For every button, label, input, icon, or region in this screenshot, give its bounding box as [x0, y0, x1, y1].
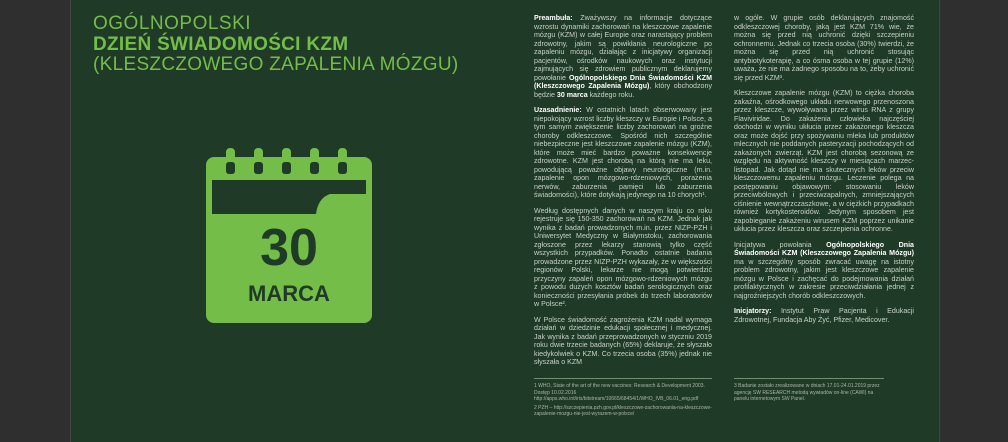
- awareness-paragraph: W Polsce świadomość zagrożenia KZM nadal wymaga działań w dziedzinie edukacji społecznej i medycznej. Jak wynika z badań przeprowadzonych w styczniu 2019 roku dwie trzecie badanych (65%) deklaruje, że słyszało kiedykolwiek o KZM. Co trzecia osoba (35%) jednak nie słyszała o KZM: [534, 315, 712, 366]
- calendar-day: 30: [260, 219, 318, 277]
- calendar-icon: [206, 148, 376, 328]
- title-line-2: DZIEŃ ŚWIADOMOŚCI KZM: [93, 33, 349, 55]
- footnotes-column-1: [534, 378, 712, 420]
- page-title: [93, 14, 458, 76]
- statistics-paragraph: Według dostępnych danych w naszym kraju co roku rejestruje się 150-350 zachorowań na KZM. Jednak jak wynika z badań prowadzonych m.in. przez NIZP-PZH i Uniwersytet Medyczny w Białymstoku, zachorowania zgłoszone przez lekarzy stanowią tylko część wszystkich przypadków. Ponadto ostatnie badania prowadzone przez NIZP-PZH wykazały, że w większości regionów Polski, lekarze nie mogą potwierdzić przyczyny zapaleń opon mózgowo-rdzeniowych mózgu z powodu dużych kosztów badań serologicznych oraz konieczności przesyłania próbek do trzech laboratoriów w Polsce².: [534, 206, 712, 308]
- calendar-month: MARCA: [248, 281, 330, 306]
- document-page: [70, 0, 940, 442]
- disease-paragraph: Kleszczowe zapalenie mózgu (KZM) to ciężka choroba zakaźna, ośrodkowego układu nerwowego przenoszona przez kleszcze, wywoływana przez wirus RNA z grupy Flaviviridae. Do zakażenia człowieka najczęściej dochodzi w wyniku ukłucia przez zakażonego kleszcza oraz może dojść przy spożywaniu mleka lub produktów mlecznych nie poddanych pasteryzacji pochodzących od zakażonych zwierząt. KZM jest chorobą sezonową ze względu na aktywność kleszczy w miesiącach marzec-listopad. Jak dotąd nie ma skutecznych leków przeciw kleszczowemu zapaleniu mózgu. Leczenie polega na postępowaniu objawowym: stosowaniu leków przeciwbólowych i przeciwzapalnych, zmniejszających ciśnienie wewnątrzczaszkowe, a w ciężkich przypadkach również kortykosteroidów. Jedynym sposobem jest zapobieganie zakażeniu wirusem KZM poprzez unikanie ukłucia przez kleszcza oraz szczepienia ochronne.: [734, 89, 914, 233]
- footnote-2: 2 PZH – http://szczepienia.pzh.gov.pl/kleszczowe-zachorowania-na-kleszczowe-zapalenie-mozgu-nie-jest-wyrazem-w-polsce/: [534, 404, 712, 417]
- footnotes-column-2: [734, 378, 884, 405]
- justification-paragraph: Uzasadnienie: W ostatnich latach obserwowany jest niepokojący wzrost liczby kleszczy w Europie i Polsce, a tym samym zwiększenie liczby zachorowań na groźne choroby odkleszczowe. Spośród nich szczególnie niebezpieczne jest kleszczowe zapalenie mózgu (KZM), które może mieć bardzo poważne konsekwencje zdrowotne. KZM jest chorobą na którą nie ma leku, powodującą poważne objawy neurologiczne (m.in. zapalenie opon mózgowo-rdzeniowych, porażenia nerwów, zaburzenia pamięci lub zaburzenia świadomości), które dotykają jedynego na 10 chorych¹.: [534, 106, 712, 199]
- initiative-paragraph: Inicjatywa powołania Ogólnopolskiego Dnia Świadomości KZM (Kleszczowego Zapalenia Mózgu) ma w szczególny sposób zwracać uwagę na istotny problem zdrowotny, jakim jest kleszczowe zapalenie mózgu w Polsce i zachęcać do podejmowania działań profilaktycznych w zakresie przeciwdziałania jednej z najgroźniejszych chorób odkleszczowych.: [734, 240, 914, 300]
- preamble-paragraph: Preambuła: Zważywszy na informacje dotyczące wzrostu dynamiki zachorowań na kleszczowe zapalenie mózgu (KZM) w całej Europie oraz narastający problem zdrowotny, jakim są powikłania neurologiczne po zapaleniu mózgu, działając z inicjatywy organizacji pacjentów, ośrodków naukowych oraz instytucji zajmujących się zdrowiem publicznym deklarujemy powołanie Ogólnopolskiego Dnia Świadomości KZM (Kleszczowego Zapalenia Mózgu), który obchodzony będzie 30 marca każdego roku.: [534, 14, 713, 99]
- survey-paragraph: w ogóle. W grupie osób deklarujących znajomość odkleszczowej choroby, jaką jest KZM 71% wie, że można się przed nią uchronić dzięki szczepieniu ochronnemu. Jednak co trzecia osoba (30%) twierdzi, że można się przed nią uchronić stosując antybiotykoterapię, a co ósma osoba w tej grupie (12%) uważa, że nie ma żadnego sposobu na to, żeby uchronić się przed KZM³.: [734, 14, 914, 82]
- title-line-1: OGÓLNOPOLSKI: [93, 13, 252, 34]
- initiators-paragraph: Inicjatorzy: Instytut Praw Pacjenta i Edukacji Zdrowotnej, Fundacja Aby Żyć, Pfizer, Medicover.: [734, 307, 914, 324]
- text-column-2: [734, 14, 914, 331]
- footnote-3: 3 Badanie zostało zrealizowane w dniach 17.01-24.01.2019 przez agencję SW RESEARCH metodą wywiadów on-line (CAWI) na panelu internetowym SW Panel.: [734, 383, 880, 402]
- text-column-1: [534, 14, 712, 374]
- footnote-1: 1 WHO, State of the art of the new vaccines: Research & Development 2003. Dostęp 10.02.2016 http://apps.who.int/iris/bitstream/10665/68454/1/WHO_IVB_06.01_eng.pdf: [534, 383, 705, 402]
- title-line-3: (KLESZCZOWEGO ZAPALENIA MÓZGU): [93, 54, 459, 76]
